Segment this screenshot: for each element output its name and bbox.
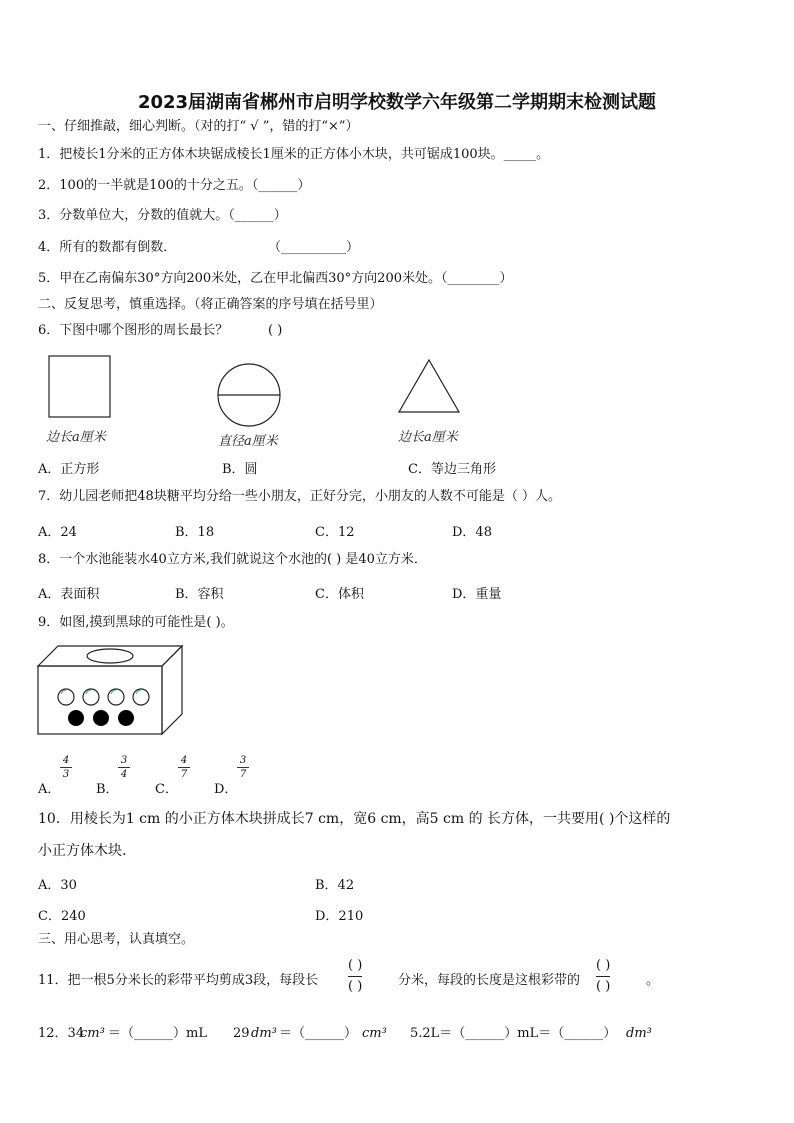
question-12-part-2: ＝（______）mL (108, 1026, 207, 1041)
question-8: 8．一个水池能装水40立方米,我们就说这个水池的( ) 是40立方米． (38, 552, 427, 567)
q8-option-d: D．重量 (452, 587, 502, 602)
question-5: 5．甲在乙南偏东30°方向200米处，乙在甲北偏西30°方向200米处。（________） (38, 271, 513, 286)
q7-option-d: D．48 (452, 525, 492, 540)
square-figure (48, 355, 112, 419)
triangle-figure (396, 358, 462, 414)
question-12-part-5: 5.2L＝（______）mL＝（______） (410, 1026, 617, 1041)
white-balls (58, 689, 149, 705)
q9-option-a-label: A． (38, 782, 61, 797)
triangle-side-label: 边长a厘米 (398, 430, 458, 445)
question-6-paren: ( ) (268, 323, 283, 338)
q11-fraction-2: ( ) ( ) (596, 958, 611, 994)
q7-option-c: C．12 (315, 525, 355, 540)
question-11-part-2: 分米，每段的长度是这根彩带的 (398, 973, 581, 988)
q8-option-a: A．表面积 (38, 587, 100, 602)
q6-option-b: B．圆 (222, 462, 258, 477)
section-1-heading: 一、仔细推敲，细心判断。（对的打“ √ ”，错的打“×”） (38, 119, 359, 134)
question-4: 4．所有的数都有倒数． (38, 240, 177, 255)
question-4-blank: （__________） (268, 240, 360, 255)
unit-dm3-1: dm³ (251, 1026, 277, 1041)
q9-option-c-fraction: 4 7 (178, 755, 190, 780)
question-1: 1．把棱长1分米的正方体木块锯成棱长1厘米的正方体小木块，共可锯成100块。_____。 (38, 147, 550, 162)
q10-option-d: D．210 (315, 909, 364, 924)
q10-option-b: B．42 (315, 878, 355, 893)
q9-option-c-label: C． (155, 782, 178, 797)
question-7: 7．幼儿园老师把48块糖平均分给一些小朋友，正好分完，小朋友的人数不可能是（ ）人。 (38, 489, 561, 504)
q7-option-b: B．18 (175, 525, 215, 540)
question-10-line-1: 10．用棱长为1 cm 的小正方体木块拼成长7 cm，宽6 cm，高5 cm 的 长方体，一共要用( )个这样的 (38, 811, 671, 827)
circle-figure (216, 362, 282, 428)
q10-option-c: C．240 (38, 909, 86, 924)
question-12-part-4: ＝（______） (279, 1026, 358, 1041)
square-side-label: 边长a厘米 (46, 430, 106, 445)
question-12-part-3: 29 (233, 1026, 250, 1041)
q9-option-d-label: D． (214, 782, 238, 797)
q11-fraction-1: ( ) ( ) (348, 958, 363, 994)
question-6: 6．下图中哪个图形的周长最长？ (38, 323, 229, 338)
q9-option-d-fraction: 3 7 (237, 755, 249, 780)
q7-option-a: A．24 (38, 525, 77, 540)
question-3: 3．分数单位大，分数的值就大。（______） (38, 208, 287, 223)
section-3-heading: 三、用心思考，认真填空。 (38, 932, 195, 947)
q10-option-a: A．30 (38, 878, 77, 893)
q9-option-b-label: B． (96, 782, 119, 797)
unit-cm3-1: cm³ (80, 1026, 105, 1041)
circle-diameter-label: 直径a厘米 (218, 434, 278, 449)
page-title: 2023届湖南省郴州市启明学校数学六年级第二学期期末检测试题 (137, 92, 657, 113)
section-2-heading: 二、反复思考，慎重选择。（将正确答案的序号填在括号里） (38, 297, 383, 312)
question-11-part-1: 11．把一根5分米长的彩带平均剪成3段，每段长 (38, 973, 319, 988)
question-10-line-2: 小正方体木块. (38, 843, 127, 859)
black-balls (68, 710, 134, 726)
question-2: 2．100的一半就是100的十分之五。（______） (38, 178, 311, 193)
q6-option-c: C．等边三角形 (408, 462, 496, 477)
question-12-part-1: 12．34 (38, 1026, 85, 1041)
ball-box-figure (36, 644, 186, 736)
q9-option-b-fraction: 3 4 (118, 755, 130, 780)
q8-option-c: C．体积 (315, 587, 364, 602)
q9-option-a-fraction: 4 3 (60, 755, 72, 780)
unit-dm3-2: dm³ (626, 1026, 652, 1041)
q8-option-b: B．容积 (175, 587, 224, 602)
question-9: 9．如图,摸到黑球的可能性是( )。 (38, 615, 234, 630)
question-11-part-3: 。 (646, 973, 660, 988)
unit-cm3-2: cm³ (362, 1026, 387, 1041)
q6-option-a: A．正方形 (38, 462, 100, 477)
